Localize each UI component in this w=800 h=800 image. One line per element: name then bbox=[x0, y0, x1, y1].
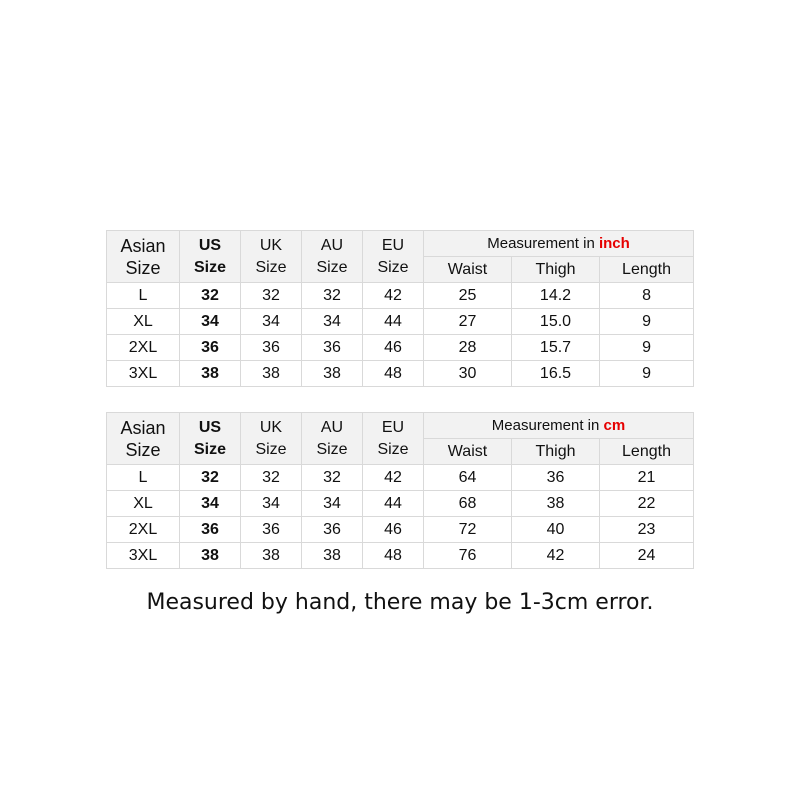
eu-size-header: EU Size bbox=[363, 413, 424, 465]
thigh-cell: 15.0 bbox=[512, 309, 600, 335]
eu-size-header: EU Size bbox=[363, 231, 424, 283]
eu-size-cell: 44 bbox=[363, 309, 424, 335]
length-cell: 9 bbox=[600, 335, 694, 361]
au-size-header: AU Size bbox=[302, 231, 363, 283]
waist-cell: 72 bbox=[424, 517, 512, 543]
table-row bbox=[107, 491, 694, 517]
uk-size-header: UK Size bbox=[241, 413, 302, 465]
au-size-cell: 38 bbox=[302, 543, 363, 569]
eu-size-cell: 42 bbox=[363, 465, 424, 491]
thigh-header: Thigh bbox=[512, 257, 600, 283]
uk-size-cell: 34 bbox=[241, 309, 302, 335]
asian-size-cell: 3XL bbox=[107, 543, 180, 569]
asian-size-cell: L bbox=[107, 283, 180, 309]
measurement-note: Measured by hand, there may be 1-3cm error. bbox=[146, 590, 654, 615]
us-size-cell: 38 bbox=[180, 543, 241, 569]
au-size-cell: 32 bbox=[302, 465, 363, 491]
au-size-cell: 38 bbox=[302, 361, 363, 387]
us-size-cell: 36 bbox=[180, 335, 241, 361]
thigh-cell: 40 bbox=[512, 517, 600, 543]
unit-label: inch bbox=[598, 235, 630, 252]
us-size-cell: 38 bbox=[180, 361, 241, 387]
thigh-cell: 16.5 bbox=[512, 361, 600, 387]
thigh-cell: 38 bbox=[512, 491, 600, 517]
unit-label: cm bbox=[603, 417, 626, 434]
uk-size-cell: 38 bbox=[241, 361, 302, 387]
au-size-cell: 36 bbox=[302, 517, 363, 543]
thigh-cell: 36 bbox=[512, 465, 600, 491]
au-size-cell: 34 bbox=[302, 491, 363, 517]
uk-size-cell: 34 bbox=[241, 491, 302, 517]
waist-cell: 28 bbox=[424, 335, 512, 361]
au-size-cell: 36 bbox=[302, 335, 363, 361]
measurement-header: Measurement in inch bbox=[424, 231, 694, 257]
asian-size-cell: 3XL bbox=[107, 361, 180, 387]
asian-size-header: Asian Size bbox=[107, 413, 180, 465]
asian-size-header: Asian Size bbox=[107, 231, 180, 283]
table-row bbox=[107, 283, 694, 309]
waist-cell: 68 bbox=[424, 491, 512, 517]
us-size-cell: 32 bbox=[180, 465, 241, 491]
eu-size-cell: 48 bbox=[363, 543, 424, 569]
us-size-cell: 32 bbox=[180, 283, 241, 309]
table-row bbox=[107, 517, 694, 543]
uk-size-cell: 32 bbox=[241, 465, 302, 491]
length-cell: 9 bbox=[600, 361, 694, 387]
length-cell: 22 bbox=[600, 491, 694, 517]
waist-header: Waist bbox=[424, 439, 512, 465]
asian-size-cell: XL bbox=[107, 491, 180, 517]
size-table bbox=[106, 412, 694, 569]
table-row bbox=[107, 465, 694, 491]
table-row bbox=[107, 543, 694, 569]
measurement-header: Measurement in cm bbox=[424, 413, 694, 439]
length-cell: 9 bbox=[600, 309, 694, 335]
au-size-cell: 32 bbox=[302, 283, 363, 309]
length-header: Length bbox=[600, 439, 694, 465]
eu-size-cell: 46 bbox=[363, 335, 424, 361]
thigh-cell: 15.7 bbox=[512, 335, 600, 361]
au-size-cell: 34 bbox=[302, 309, 363, 335]
asian-size-cell: XL bbox=[107, 309, 180, 335]
length-header: Length bbox=[600, 257, 694, 283]
length-cell: 23 bbox=[600, 517, 694, 543]
table-row bbox=[107, 361, 694, 387]
uk-size-cell: 38 bbox=[241, 543, 302, 569]
header-row bbox=[107, 413, 694, 439]
waist-header: Waist bbox=[424, 257, 512, 283]
uk-size-cell: 36 bbox=[241, 335, 302, 361]
thigh-header: Thigh bbox=[512, 439, 600, 465]
waist-cell: 64 bbox=[424, 465, 512, 491]
waist-cell: 30 bbox=[424, 361, 512, 387]
us-size-cell: 34 bbox=[180, 491, 241, 517]
asian-size-cell: 2XL bbox=[107, 335, 180, 361]
length-cell: 21 bbox=[600, 465, 694, 491]
asian-size-cell: 2XL bbox=[107, 517, 180, 543]
au-size-header: AU Size bbox=[302, 413, 363, 465]
eu-size-cell: 44 bbox=[363, 491, 424, 517]
thigh-cell: 14.2 bbox=[512, 283, 600, 309]
header-row bbox=[107, 231, 694, 257]
length-cell: 8 bbox=[600, 283, 694, 309]
waist-cell: 76 bbox=[424, 543, 512, 569]
table-row bbox=[107, 309, 694, 335]
length-cell: 24 bbox=[600, 543, 694, 569]
us-size-cell: 36 bbox=[180, 517, 241, 543]
eu-size-cell: 48 bbox=[363, 361, 424, 387]
us-size-header: US Size bbox=[180, 231, 241, 283]
uk-size-cell: 36 bbox=[241, 517, 302, 543]
asian-size-cell: L bbox=[107, 465, 180, 491]
us-size-header: US Size bbox=[180, 413, 241, 465]
uk-size-cell: 32 bbox=[241, 283, 302, 309]
waist-cell: 27 bbox=[424, 309, 512, 335]
uk-size-header: UK Size bbox=[241, 231, 302, 283]
waist-cell: 25 bbox=[424, 283, 512, 309]
size-table bbox=[106, 230, 694, 387]
us-size-cell: 34 bbox=[180, 309, 241, 335]
table-row bbox=[107, 335, 694, 361]
eu-size-cell: 46 bbox=[363, 517, 424, 543]
thigh-cell: 42 bbox=[512, 543, 600, 569]
eu-size-cell: 42 bbox=[363, 283, 424, 309]
